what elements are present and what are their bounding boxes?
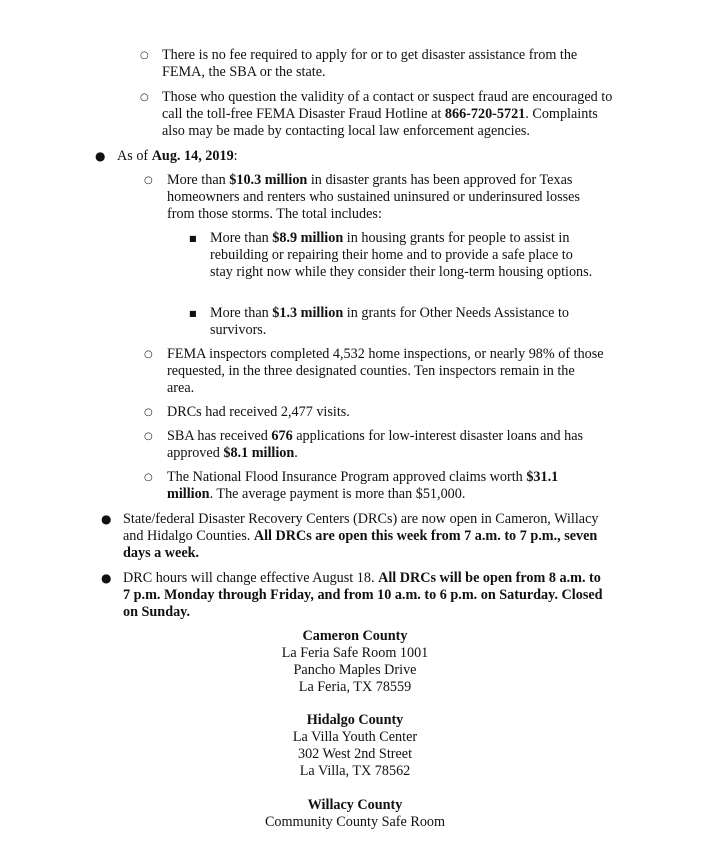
drc-visits-text: DRCs had received 2,477 visits. [167, 404, 350, 420]
other-needs-tail: in grants for Other Needs Assistance to survivors. [210, 305, 569, 338]
grants-lead: More than [167, 172, 230, 188]
location-county-name: Willacy County [307, 797, 403, 813]
square-bullet-icon: ■ [189, 234, 197, 243]
hollow-circle-bullet-icon: ○ [144, 349, 153, 360]
housing-amount: $8.9 million [272, 230, 344, 246]
drc-hours-text [123, 570, 611, 621]
location-county-name: Hidalgo County [306, 712, 404, 728]
fee-text: There is no fee required to apply for or to get disaster assistance from the FEMA, the SBA or the state. [162, 47, 578, 80]
sba-mid: applications for low-interest disaster loans and has approved [167, 428, 584, 461]
list-item-drc-hours [101, 570, 611, 621]
list-item-nfip [144, 469, 604, 503]
drc-hours-lead: DRC hours will change effective August 18. [123, 570, 379, 586]
list-item-disaster-grants [144, 172, 604, 223]
list-item-sba-loans [144, 428, 609, 462]
sba-tail: . [294, 445, 298, 461]
drc-open-text [123, 511, 621, 562]
other-needs-lead: More than [210, 305, 273, 321]
drc-hours-new-schedule: All DRCs will be open from 8 a.m. to 7 p.m. Monday through Friday, and from 10 a.m. to 6 p.m. on Saturday. Closed on Sunday. [123, 570, 603, 620]
hollow-circle-bullet-icon: ○ [144, 407, 153, 418]
location-county-name: Cameron County [302, 628, 408, 644]
as-of-text [117, 148, 615, 165]
fraud-text-lead: Those who question the validity of a contact or suspect fraud are encouraged to call the toll-free FEMA Disaster Fraud Hotline at [162, 89, 613, 122]
grants-text [167, 172, 604, 223]
list-item-drc-visits [144, 404, 604, 421]
fraud-text [162, 89, 615, 140]
grants-tail: in disaster grants has been approved for Texas homeowners and renters who sustained uninsured or underinsured losses from those storms. The total includes: [167, 172, 580, 222]
list-item-fraud-hotline [140, 89, 615, 140]
sba-lead: SBA has received [167, 428, 272, 444]
list-item-housing-grants [189, 230, 599, 281]
as-of-date: Aug. 14, 2019 [151, 148, 234, 164]
sba-amount: $8.1 million [223, 445, 295, 461]
other-needs-amount: $1.3 million [272, 305, 344, 321]
location-cameron-county [200, 628, 510, 696]
sba-application-count: 676 [271, 428, 293, 444]
grants-amount: $10.3 million [229, 172, 308, 188]
list-item-as-of [95, 148, 615, 165]
as-of-lead: As of [117, 148, 152, 164]
nfip-tail: . The average payment is more than $51,000. [209, 486, 466, 502]
list-item-fee [140, 47, 610, 81]
filled-dot-bullet-icon: ● [101, 571, 112, 585]
other-needs-text [210, 305, 599, 339]
sba-text [167, 428, 609, 462]
hollow-circle-bullet-icon: ○ [140, 50, 149, 61]
hollow-circle-bullet-icon: ○ [144, 175, 153, 186]
housing-tail: in housing grants for people to assist in rebuilding or repairing their home and to provide a safe place to stay right now while they consider their long-term housing options. [210, 230, 593, 280]
location-line: La Villa, TX 78562 [299, 763, 411, 779]
fraud-hotline-number: 866-720-5721 [444, 106, 526, 122]
list-item-drc-open [101, 511, 621, 562]
location-line: La Villa Youth Center [292, 729, 418, 745]
location-line: La Feria, TX 78559 [298, 679, 412, 695]
as-of-tail: : [233, 148, 238, 164]
location-hidalgo-county [200, 712, 510, 780]
list-item-other-needs [189, 305, 599, 339]
inspections-text: FEMA inspectors completed 4,532 home inspections, or nearly 98% of those requested, in the three designated counties. Ten inspectors remain in the area. [167, 346, 604, 396]
location-line: 302 West 2nd Street [297, 746, 413, 762]
location-willacy-county [200, 797, 510, 831]
filled-dot-bullet-icon: ● [101, 512, 112, 526]
location-line: Pancho Maples Drive [293, 662, 417, 678]
hollow-circle-bullet-icon: ○ [144, 431, 153, 442]
hollow-circle-bullet-icon: ○ [140, 92, 149, 103]
drc-open-lead: State/federal Disaster Recovery Centers (DRCs) are now open in Cameron, Willacy and Hidalgo Counties. [123, 511, 599, 544]
housing-text [210, 230, 599, 281]
nfip-lead: The National Flood Insurance Program approved claims worth [167, 469, 527, 485]
fraud-text-tail: . Complaints also may be made by contacting local law enforcement agencies. [162, 106, 598, 139]
housing-lead: More than [210, 230, 273, 246]
nfip-text [167, 469, 604, 503]
filled-dot-bullet-icon: ● [95, 149, 106, 163]
square-bullet-icon: ■ [189, 309, 197, 318]
hollow-circle-bullet-icon: ○ [144, 472, 153, 483]
location-line: La Feria Safe Room 1001 [281, 645, 429, 661]
nfip-amount: $31.1 million [167, 469, 559, 502]
location-line: Community County Safe Room [264, 814, 446, 830]
list-item-inspections [144, 346, 604, 397]
drc-open-hours: All DRCs are open this week from 7 a.m. to 7 p.m., seven days a week. [123, 528, 598, 561]
